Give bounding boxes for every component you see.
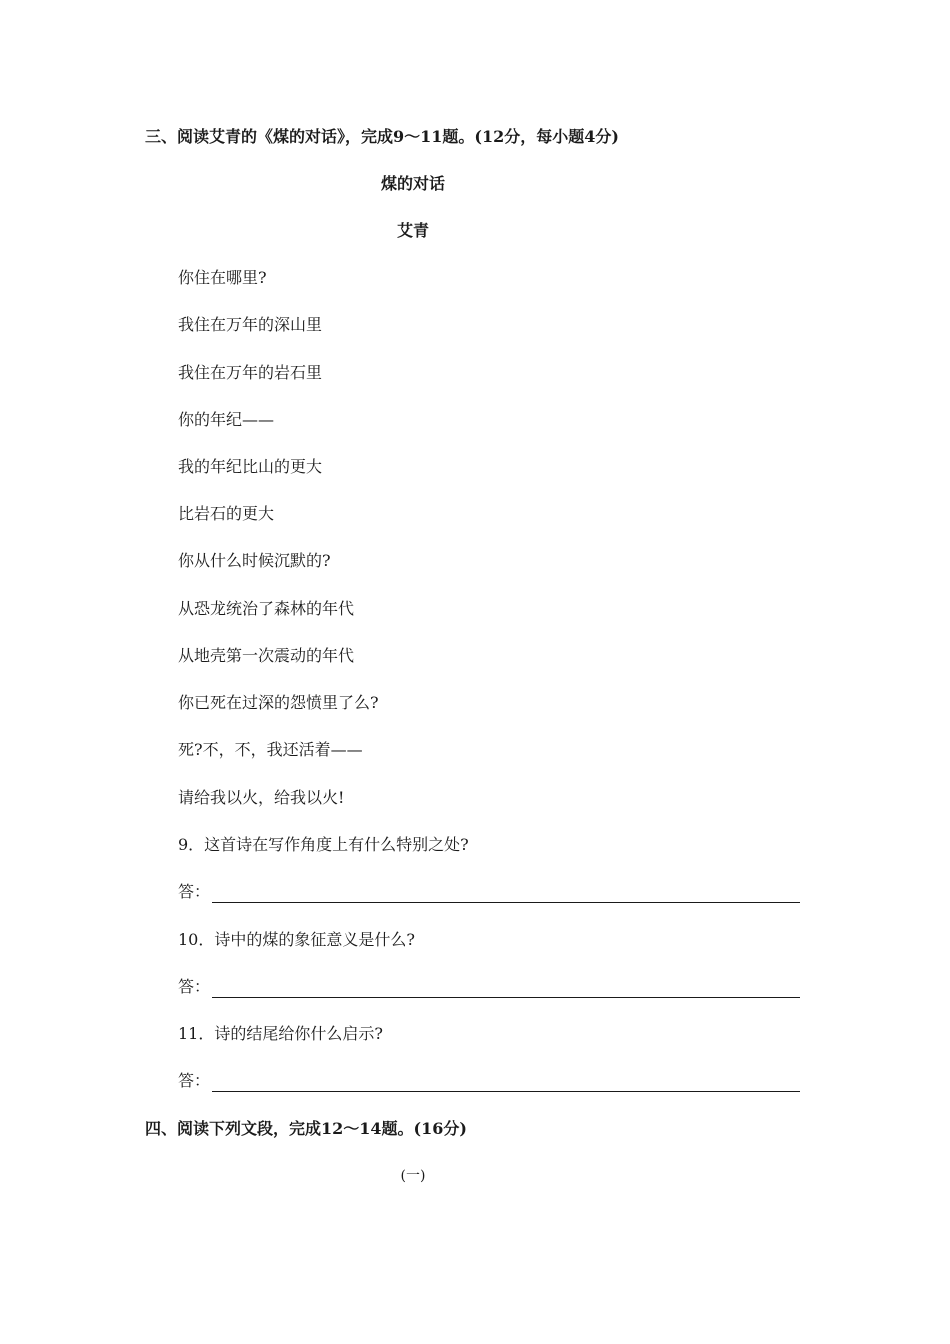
poem-line: 从地壳第一次震动的年代 [178,646,355,665]
poem-author: 艾青 [396,221,429,240]
poem-line: 我住在万年的深山里 [178,315,323,334]
poem-line: 比岩石的更大 [178,504,275,523]
poem-line: 你从什么时候沉默的? [178,551,331,570]
answer-label: 答： [178,1071,211,1090]
section4-heading: 四、阅读下列文段，完成12～14题。(16分) [145,1119,467,1138]
answer-label: 答： [178,882,211,901]
poem-line: 你的年纪—— [178,410,275,429]
poem-line: 你已死在过深的怨愤里了么? [178,693,379,712]
poem-title: 煤的对话 [380,174,445,193]
answer-blank-11[interactable] [212,1073,800,1092]
section4-part-label: (一) [400,1168,426,1184]
answer-row-9 [178,881,800,903]
question-10: 10．诗中的煤的象征意义是什么? [178,930,415,949]
question-9: 9．这首诗在写作角度上有什么特别之处? [178,835,469,854]
poem-line: 我住在万年的岩石里 [178,363,323,382]
question-11: 11．诗的结尾给你什么启示? [178,1024,383,1043]
answer-blank-10[interactable] [212,979,800,998]
poem-line: 死?不，不，我还活着—— [178,740,363,759]
answer-row-11 [178,1070,800,1092]
answer-row-10 [178,976,800,998]
answer-blank-9[interactable] [212,884,800,903]
section3-heading: 三、阅读艾青的《煤的对话》，完成9～11题。(12分，每小题4分) [145,127,619,146]
answer-label: 答： [178,977,211,996]
poem-line: 你住在哪里? [178,268,267,287]
poem-line: 请给我以火，给我以火! [178,788,345,807]
poem-line: 我的年纪比山的更大 [178,457,323,476]
poem-line: 从恐龙统治了森林的年代 [178,599,355,618]
